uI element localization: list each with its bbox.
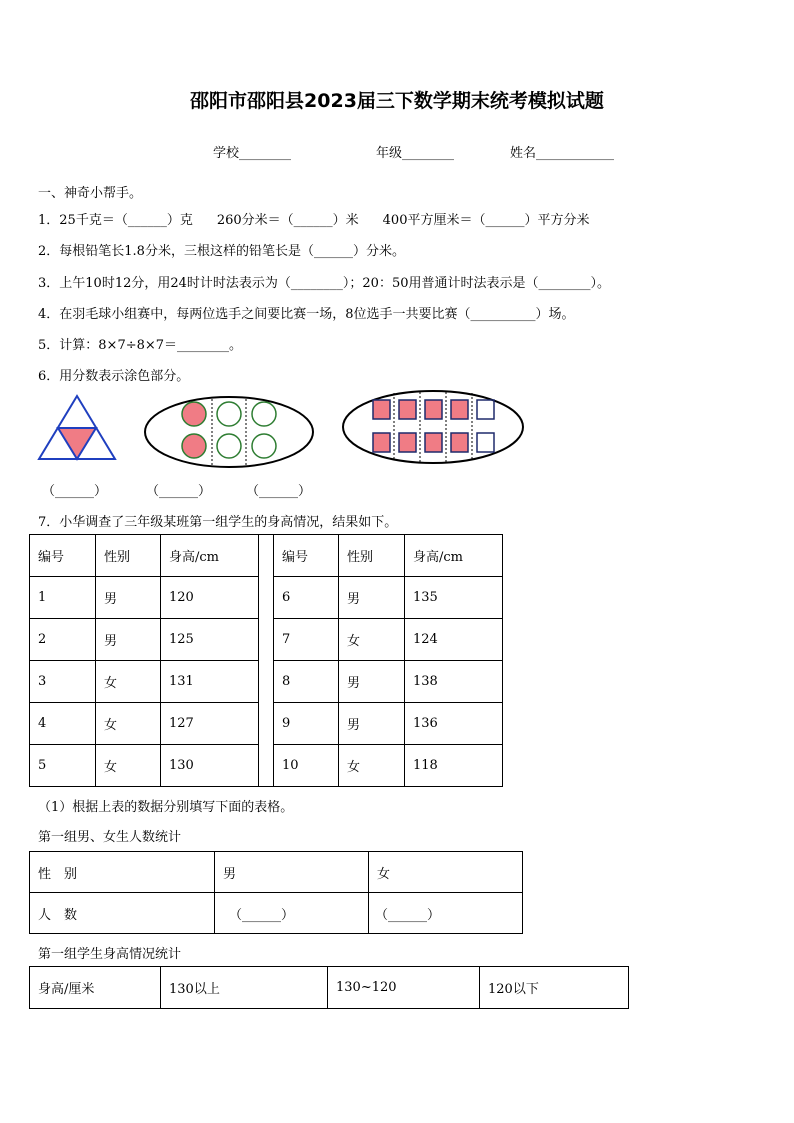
cell: 男 [96, 619, 161, 661]
question-6 [38, 365, 189, 384]
school-label: 学校 [213, 146, 240, 161]
shaded-square [451, 433, 468, 452]
q2-text: 每根铅笔长1.8分米，三根这样的铅笔长是（______）分米。 [59, 244, 405, 259]
cell: 4 [30, 703, 96, 745]
empty-square [477, 433, 494, 452]
school-field [213, 142, 291, 161]
cell: 女 [369, 852, 523, 893]
shaded-square [399, 400, 416, 419]
height-stats-table-title: 第一组学生身高情况统计 [38, 947, 182, 962]
cell: 人 数 [30, 893, 215, 934]
question-1 [38, 209, 589, 228]
table-row [30, 893, 523, 934]
cell: 身高/厘米 [30, 967, 161, 1009]
grade-field [376, 142, 454, 161]
q1-part-b: 260分米＝（______）米 [216, 213, 359, 228]
empty-circle [217, 434, 241, 458]
cell: 男 [215, 852, 369, 893]
cell: 136 [405, 703, 503, 745]
cell: 性 别 [30, 852, 215, 893]
cell: 9 [274, 703, 339, 745]
grade-label: 年级 [376, 146, 403, 161]
cell: 男 [96, 577, 161, 619]
empty-circle [252, 402, 276, 426]
page-title: 邵阳市邵阳县2023届三下数学期末统考模拟试题 [190, 90, 604, 112]
q6-text: 用分数表示涂色部分。 [59, 369, 190, 384]
squares-oval-figure [340, 388, 526, 466]
cell: 118 [405, 745, 503, 787]
cell: 135 [405, 577, 503, 619]
cell: 1 [30, 577, 96, 619]
cell: 女 [96, 745, 161, 787]
cell: 125 [161, 619, 259, 661]
header-cell: 编号 [274, 535, 339, 577]
triangle-figure [36, 392, 118, 462]
cell: 女 [96, 703, 161, 745]
header-cell: 身高/cm [161, 535, 259, 577]
table-row [30, 967, 629, 1009]
shaded-square [425, 433, 442, 452]
q3-text: 上午10时12分，用24时计时法表示为（________）；20：50用普通计时法表示是（________）。 [59, 276, 610, 291]
cell: 女 [339, 745, 405, 787]
cell: 女 [96, 661, 161, 703]
cell: 女 [339, 619, 405, 661]
table-gap [259, 535, 274, 787]
question-4 [38, 303, 575, 322]
q7-text: 小华调查了三年级某班第一组学生的身高情况，结果如下。 [59, 515, 398, 530]
circles-oval-figure [142, 394, 316, 470]
grade-blank[interactable]: ________ [402, 146, 455, 161]
shaded-triangle [58, 428, 96, 459]
q2-number: 2． [38, 244, 60, 259]
q1-number: 1． [38, 213, 60, 228]
height-stats-table [29, 966, 629, 1009]
cell: 138 [405, 661, 503, 703]
q4-number: 4． [38, 307, 60, 322]
shaded-circle [182, 434, 206, 458]
question-3 [38, 272, 610, 291]
cell: 5 [30, 745, 96, 787]
question-7 [38, 511, 397, 530]
cell: 男 [339, 577, 405, 619]
table-header-row [30, 535, 503, 577]
cell: 2 [30, 619, 96, 661]
empty-circle [217, 402, 241, 426]
shaded-square [425, 400, 442, 419]
cell: 3 [30, 661, 96, 703]
name-label: 姓名 [510, 146, 537, 161]
name-field [510, 142, 614, 161]
question-2 [38, 240, 405, 259]
gender-table-title: 第一组男、女生人数统计 [38, 830, 182, 845]
header-cell: 编号 [30, 535, 96, 577]
cell: 131 [161, 661, 259, 703]
q6-answer-1[interactable]: （______） [42, 484, 108, 499]
cell: 120以下 [480, 967, 629, 1009]
question-5 [38, 334, 242, 353]
cell: 124 [405, 619, 503, 661]
section1-heading: 一、神奇小帮手。 [38, 186, 143, 201]
empty-square [477, 400, 494, 419]
q6-answer-3[interactable]: （______） [246, 484, 312, 499]
cell: 8 [274, 661, 339, 703]
gender-count-table [29, 851, 523, 934]
header-cell: 性别 [96, 535, 161, 577]
girl-count-blank[interactable]: （______） [369, 893, 523, 934]
cell: 10 [274, 745, 339, 787]
q1-part-c: 400平方厘米＝（______）平方分米 [382, 213, 590, 228]
q5-text: 计算：8×7÷8×7＝________。 [59, 338, 243, 353]
q6-answer-2[interactable]: （______） [146, 484, 212, 499]
q4-text: 在羽毛球小组赛中，每两位选手之间要比赛一场，8位选手一共要比赛（__________）场。 [59, 307, 575, 322]
cell: 130以上 [161, 967, 328, 1009]
cell: 男 [339, 703, 405, 745]
q7-sub-question-1: （1）根据上表的数据分别填写下面的表格。 [38, 800, 294, 815]
header-cell: 身高/cm [405, 535, 503, 577]
empty-circle [252, 434, 276, 458]
name-blank[interactable]: ____________ [536, 146, 615, 161]
q7-number: 7． [38, 515, 60, 530]
shaded-square [373, 400, 390, 419]
q5-number: 5． [38, 338, 60, 353]
cell: 120 [161, 577, 259, 619]
q6-number: 6． [38, 369, 60, 384]
shaded-square [399, 433, 416, 452]
shaded-circle [182, 402, 206, 426]
cell: 127 [161, 703, 259, 745]
cell: 7 [274, 619, 339, 661]
shaded-square [373, 433, 390, 452]
shaded-square [451, 400, 468, 419]
q3-number: 3． [38, 276, 60, 291]
cell: 男 [339, 661, 405, 703]
cell: 130~120 [328, 967, 480, 1009]
header-cell: 性别 [339, 535, 405, 577]
q1-part-a: 25千克＝（______）克 [59, 213, 193, 228]
boy-count-blank[interactable]: （______） [215, 893, 369, 934]
table-row [30, 852, 523, 893]
school-blank[interactable]: ________ [239, 146, 292, 161]
oval-outline [145, 397, 313, 467]
cell: 130 [161, 745, 259, 787]
height-data-table [29, 534, 503, 787]
cell: 6 [274, 577, 339, 619]
